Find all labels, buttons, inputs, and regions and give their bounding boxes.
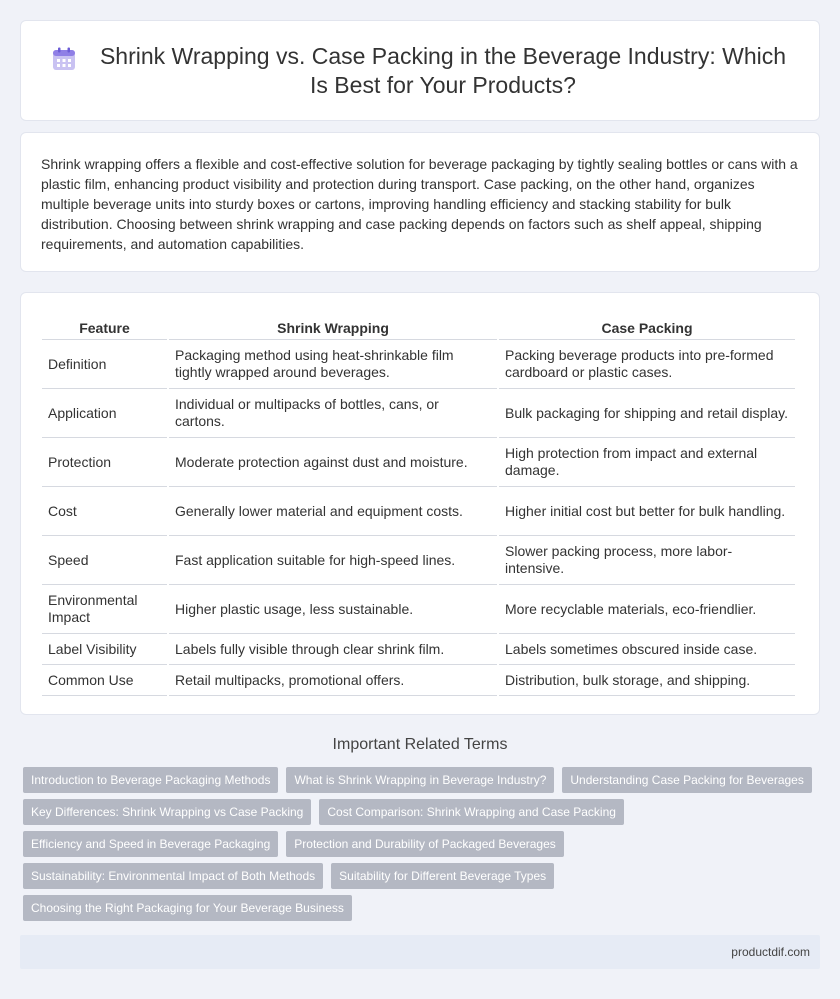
- table-cell: Environmental Impact: [42, 585, 167, 634]
- related-term-tag[interactable]: Protection and Durability of Packaged Beverages: [286, 831, 564, 857]
- table-cell: Labels sometimes obscured inside case.: [499, 634, 795, 665]
- table-row: [42, 487, 795, 536]
- related-term-tag[interactable]: Sustainability: Environmental Impact of Both Methods: [23, 863, 323, 889]
- page-title: Shrink Wrapping vs. Case Packing in the Beverage Industry: Which Is Best for Your Products?: [99, 42, 787, 98]
- table-cell: Label Visibility: [42, 634, 167, 665]
- column-header: Feature: [42, 315, 167, 340]
- related-term-tag[interactable]: Suitability for Different Beverage Types: [331, 863, 554, 889]
- table-cell: Labels fully visible through clear shrink film.: [169, 634, 497, 665]
- table-cell: Moderate protection against dust and moisture.: [169, 438, 497, 487]
- related-term-tag[interactable]: Efficiency and Speed in Beverage Packaging: [23, 831, 278, 857]
- column-header: Shrink Wrapping: [169, 315, 497, 340]
- table-row: [42, 536, 795, 585]
- table-cell: Fast application suitable for high-speed lines.: [169, 536, 497, 585]
- table-cell: Common Use: [42, 665, 167, 696]
- table-row: [42, 389, 795, 438]
- related-terms-title: Important Related Terms: [332, 736, 508, 753]
- table-row: [42, 340, 795, 389]
- table-cell: Retail multipacks, promotional offers.: [169, 665, 497, 696]
- calendar-icon: [51, 46, 77, 72]
- related-term-tag[interactable]: Introduction to Beverage Packaging Methods: [23, 767, 278, 793]
- table-cell: Generally lower material and equipment costs.: [169, 487, 497, 536]
- table-cell: Protection: [42, 438, 167, 487]
- related-term-tag[interactable]: Cost Comparison: Shrink Wrapping and Case Packing: [319, 799, 624, 825]
- footer-site-link[interactable]: productdif.com: [731, 945, 810, 959]
- table-cell: Bulk packaging for shipping and retail display.: [499, 389, 795, 438]
- table-cell: More recyclable materials, eco-friendlier.: [499, 585, 795, 634]
- table-row: [42, 665, 795, 696]
- table-cell: Packaging method using heat-shrinkable film tightly wrapped around beverages.: [169, 340, 497, 389]
- table-row: [42, 438, 795, 487]
- intro-paragraph: Shrink wrapping offers a flexible and cost-effective solution for beverage packaging by tightly sealing bottles or cans with a plastic film, enhancing product visibility and protection during transport. Case packing, on the other hand, organizes multiple beverage units into sturdy boxes or cartons, improving handling efficiency and stacking stability for bulk distribution. Choosing between shrink wrapping and case packing depends on factors such as shelf appeal, shipping requirements, and automation capabilities.: [41, 156, 798, 252]
- table-cell: Distribution, bulk storage, and shipping.: [499, 665, 795, 696]
- table-header-row: [42, 315, 795, 340]
- table-row: [42, 585, 795, 634]
- related-term-tag[interactable]: Key Differences: Shrink Wrapping vs Case Packing: [23, 799, 311, 825]
- comparison-table-card: [20, 292, 820, 715]
- table-cell: Slower packing process, more labor-intensive.: [499, 536, 795, 585]
- header-card: [20, 20, 820, 121]
- related-term-tag[interactable]: Understanding Case Packing for Beverages: [562, 767, 811, 793]
- table-cell: Higher initial cost but better for bulk handling.: [499, 487, 795, 536]
- table-cell: Packing beverage products into pre-formed cardboard or plastic cases.: [499, 340, 795, 389]
- table-cell: Application: [42, 389, 167, 438]
- table-cell: Individual or multipacks of bottles, cans, or cartons.: [169, 389, 497, 438]
- table-row: [42, 634, 795, 665]
- table-cell: Speed: [42, 536, 167, 585]
- related-term-tag[interactable]: Choosing the Right Packaging for Your Beverage Business: [23, 895, 352, 921]
- table-cell: Higher plastic usage, less sustainable.: [169, 585, 497, 634]
- related-term-tag[interactable]: What is Shrink Wrapping in Beverage Industry?: [286, 767, 554, 793]
- table-cell: Definition: [42, 340, 167, 389]
- column-header: Case Packing: [499, 315, 795, 340]
- footer-bar: [20, 935, 820, 969]
- intro-card: [20, 132, 820, 272]
- comparison-table: [40, 315, 797, 696]
- related-terms-list: [23, 767, 818, 921]
- table-cell: Cost: [42, 487, 167, 536]
- table-cell: High protection from impact and external damage.: [499, 438, 795, 487]
